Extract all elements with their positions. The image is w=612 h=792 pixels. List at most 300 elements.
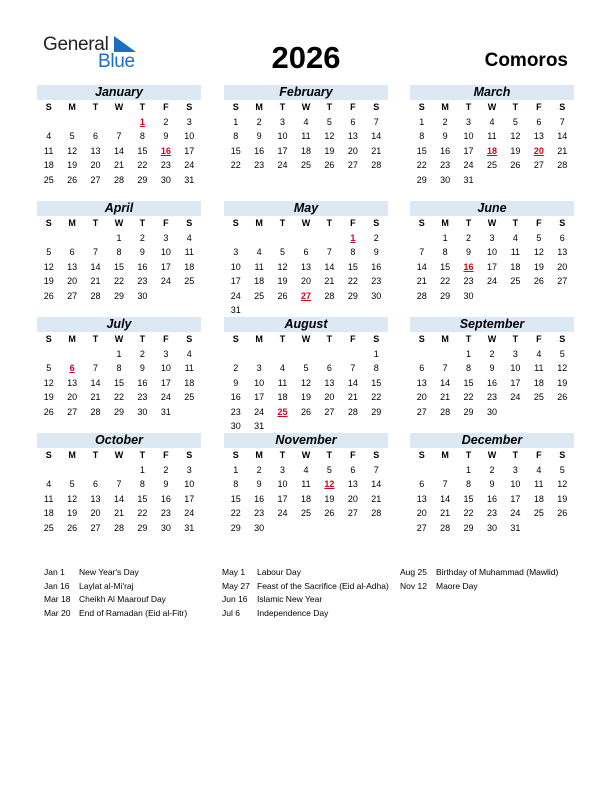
day-cell: 26 [67, 522, 78, 533]
weekday-header: S [45, 450, 52, 460]
weekday-header: F [536, 450, 542, 460]
day-cell: 3 [256, 363, 262, 373]
weekday-header: W [301, 102, 311, 112]
day-cell: 6 [536, 116, 542, 127]
day-cell: 21 [440, 508, 451, 518]
empty-day-cell [410, 231, 433, 246]
empty-day-cell [37, 231, 60, 246]
holiday-date: Jun 16 [222, 594, 248, 604]
day-cell: 9 [163, 131, 169, 141]
day-cell: 14 [113, 493, 124, 504]
day-cell: 14 [416, 261, 427, 272]
weekday-header: M [68, 102, 76, 112]
day-cell: 17 [184, 145, 195, 156]
weekday-header: M [255, 102, 263, 112]
day-cell: 26 [300, 406, 311, 417]
month-days-grid [37, 216, 201, 303]
day-cell: 9 [489, 479, 495, 489]
day-cell: 26 [277, 290, 288, 301]
day-cell: 19 [557, 377, 568, 388]
day-cell: 24 [184, 508, 195, 518]
day-cell: 20 [416, 392, 427, 402]
day-cell: 17 [486, 261, 497, 272]
day-cell: 11 [301, 479, 311, 489]
day-cell: 25 [300, 508, 311, 518]
weekday-header: M [441, 102, 449, 112]
weekday-header: F [350, 218, 356, 228]
day-cell: 30 [137, 290, 148, 301]
day-cell: 20 [300, 276, 311, 286]
day-cell: 9 [163, 479, 169, 489]
day-cell: 25 [300, 160, 311, 170]
day-cell: 15 [347, 261, 358, 272]
day-cell: 20 [90, 508, 101, 518]
month-days-grid [37, 100, 201, 187]
day-cell: 16 [486, 493, 497, 504]
day-cell: 29 [137, 174, 148, 185]
day-cell: 10 [254, 377, 265, 388]
month-days-grid [410, 332, 574, 419]
day-cell: 13 [347, 479, 358, 489]
month-november [224, 433, 388, 535]
day-cell: 25 [43, 522, 54, 533]
weekday-header: S [373, 218, 380, 228]
day-cell: 5 [46, 247, 52, 257]
weekday-header: F [163, 334, 169, 344]
day-cell: 30 [230, 421, 241, 431]
day-cell: 28 [90, 406, 101, 417]
day-cell: 9 [373, 247, 379, 257]
day-cell: 4 [46, 479, 52, 489]
day-cell: 1 [116, 348, 122, 359]
day-cell: 6 [303, 247, 309, 257]
day-cell: 1 [419, 116, 425, 127]
month-april [37, 201, 201, 303]
holiday-name: Islamic New Year [257, 594, 323, 604]
weekday-header: W [114, 450, 124, 460]
day-cell: 29 [347, 290, 358, 301]
day-cell: 19 [43, 392, 54, 402]
day-cell: 28 [347, 406, 358, 417]
day-cell: 27 [347, 508, 358, 518]
holiday-item [44, 566, 187, 580]
day-cell: 19 [43, 276, 54, 286]
day-cell: 25 [184, 392, 195, 402]
weekday-header: T [139, 218, 146, 228]
day-cell: 24 [510, 392, 521, 402]
day-cell: 12 [533, 247, 544, 257]
empty-day-cell [294, 347, 317, 362]
logo-flag-icon [112, 36, 136, 52]
holiday-date: Jan 16 [44, 580, 70, 591]
day-cell: 30 [160, 174, 171, 185]
day-cell: 9 [466, 247, 472, 257]
day-cell: 13 [416, 493, 427, 504]
day-cell: 15 [113, 377, 124, 388]
empty-day-cell [37, 115, 60, 130]
weekday-header: T [279, 450, 286, 460]
day-cell: 2 [442, 116, 448, 127]
day-cell: 10 [230, 261, 241, 272]
weekday-header: T [279, 102, 286, 112]
holiday-date: Aug 25 [400, 567, 427, 577]
day-cell: 29 [137, 522, 148, 533]
day-cell: 21 [347, 392, 358, 402]
day-cell: 17 [160, 261, 171, 272]
weekday-header: S [186, 102, 193, 112]
day-cell: 5 [559, 464, 565, 475]
day-cell: 15 [416, 145, 427, 156]
holiday-item [400, 566, 558, 580]
weekday-header: T [279, 334, 286, 344]
day-cell: 1 [233, 464, 239, 475]
weekday-header: T [326, 450, 333, 460]
weekday-header: T [92, 450, 99, 460]
day-cell: 19 [510, 145, 521, 156]
day-cell: 12 [67, 145, 78, 156]
weekday-header: S [45, 334, 52, 344]
weekday-header: M [68, 218, 76, 228]
day-cell: 4 [303, 464, 309, 475]
day-cell: 12 [43, 377, 54, 388]
weekday-header: F [350, 450, 356, 460]
day-cell: 19 [67, 160, 78, 170]
weekday-header: S [373, 450, 380, 460]
day-cell: 26 [510, 160, 521, 170]
day-cell: 31 [160, 406, 171, 417]
weekday-header: W [487, 102, 497, 112]
day-cell: 16 [160, 493, 171, 504]
weekday-header: F [536, 218, 542, 228]
day-cell: 14 [440, 377, 451, 388]
day-cell: 30 [137, 406, 148, 417]
day-cell: 2 [233, 363, 239, 373]
day-cell: 7 [373, 464, 379, 475]
weekday-header: S [186, 450, 193, 460]
day-cell: 18 [254, 276, 265, 286]
day-cell: 29 [416, 174, 427, 185]
weekday-header: W [114, 102, 124, 112]
weekday-header: S [418, 450, 425, 460]
month-march [410, 85, 574, 187]
country-name: Comoros [484, 50, 568, 71]
day-cell: 31 [463, 174, 474, 185]
day-cell: 23 [160, 160, 171, 170]
day-cell: 18 [184, 261, 195, 272]
day-cell: 22 [463, 392, 474, 402]
day-cell: 29 [440, 290, 451, 301]
day-cell: 8 [442, 247, 448, 257]
holiday-name: Labour Day [257, 567, 301, 577]
holiday-item [44, 607, 187, 621]
day-cell: 21 [371, 493, 382, 504]
day-cell: 5 [326, 116, 332, 127]
month-january [37, 85, 201, 187]
day-cell: 17 [160, 377, 171, 388]
day-cell: 30 [486, 522, 497, 533]
weekday-header: M [441, 218, 449, 228]
day-cell: 7 [373, 116, 379, 127]
month-days-grid [37, 448, 201, 535]
weekday-header: T [512, 450, 519, 460]
holiday-column [44, 566, 187, 620]
day-cell: 23 [137, 276, 148, 286]
day-cell: 17 [510, 493, 521, 504]
empty-day-cell [247, 231, 270, 246]
weekday-header: S [418, 102, 425, 112]
day-cell: 27 [416, 406, 427, 417]
holiday-date: Nov 12 [400, 580, 427, 591]
day-cell: 13 [557, 247, 568, 257]
holiday-item [222, 607, 389, 621]
day-cell: 24 [160, 392, 171, 402]
day-cell: 23 [486, 392, 497, 402]
day-cell: 16 [371, 261, 382, 272]
weekday-header: S [559, 450, 566, 460]
weekday-header: S [232, 450, 239, 460]
day-cell: 31 [254, 421, 265, 431]
day-cell: 7 [559, 116, 565, 127]
day-cell: 14 [113, 145, 124, 156]
day-cell: 31 [230, 305, 241, 315]
day-cell: 18 [510, 261, 521, 272]
day-cell: 12 [43, 261, 54, 272]
weekday-header: T [139, 102, 146, 112]
weekday-header: S [45, 218, 52, 228]
day-cell: 22 [230, 508, 241, 518]
month-may [224, 201, 388, 318]
day-cell: 21 [324, 276, 335, 286]
weekday-header: T [326, 334, 333, 344]
day-cell: 16 [230, 392, 241, 402]
day-cell: 11 [184, 363, 194, 373]
holiday-day-cell: 12 [324, 479, 335, 489]
day-cell: 20 [416, 508, 427, 518]
day-cell: 28 [90, 290, 101, 301]
day-cell: 21 [113, 508, 124, 518]
day-cell: 7 [116, 131, 122, 141]
day-cell: 13 [416, 377, 427, 388]
day-cell: 7 [442, 479, 448, 489]
day-cell: 8 [350, 247, 356, 257]
logo-blue-text: Blue [98, 51, 135, 72]
day-cell: 3 [280, 116, 286, 127]
page-header [0, 0, 612, 80]
day-cell: 12 [300, 377, 311, 388]
day-cell: 23 [463, 276, 474, 286]
day-cell: 11 [510, 247, 521, 257]
day-cell: 1 [466, 348, 472, 359]
day-cell: 24 [230, 290, 241, 301]
day-cell: 14 [324, 261, 335, 272]
day-cell: 27 [533, 160, 544, 170]
day-cell: 31 [184, 174, 195, 185]
empty-day-cell [410, 347, 433, 362]
month-october [37, 433, 201, 535]
day-cell: 14 [347, 377, 358, 388]
holiday-column [222, 566, 389, 620]
day-cell: 3 [512, 348, 518, 359]
day-cell: 7 [116, 479, 122, 489]
day-cell: 22 [440, 276, 451, 286]
day-cell: 8 [116, 247, 122, 257]
empty-day-cell [318, 231, 341, 246]
empty-day-cell [224, 347, 247, 362]
month-days-grid [410, 216, 574, 303]
day-cell: 13 [67, 261, 78, 272]
day-cell: 6 [350, 116, 356, 127]
day-cell: 22 [416, 160, 427, 170]
holiday-item [222, 580, 389, 594]
day-cell: 22 [371, 392, 382, 402]
holiday-name: Maore Day [436, 580, 478, 591]
weekday-header: M [255, 450, 263, 460]
month-title: June [410, 201, 574, 216]
day-cell: 20 [347, 145, 358, 156]
holiday-item [44, 580, 187, 594]
day-cell: 1 [466, 464, 472, 475]
empty-day-cell [107, 115, 130, 130]
month-title: February [224, 85, 388, 100]
holiday-name: Feast of the Sacrifice (Eid al-Adha) [257, 580, 389, 591]
day-cell: 13 [90, 493, 101, 504]
day-cell: 9 [139, 363, 145, 373]
day-cell: 4 [186, 348, 192, 359]
empty-day-cell [60, 231, 83, 246]
empty-day-cell [37, 347, 60, 362]
day-cell: 7 [93, 363, 99, 373]
day-cell: 4 [256, 247, 262, 257]
month-days-grid [224, 448, 388, 535]
holiday-date: Mar 18 [44, 594, 71, 604]
weekday-header: T [512, 218, 519, 228]
day-cell: 19 [557, 493, 568, 504]
day-cell: 28 [324, 290, 335, 301]
empty-day-cell [84, 231, 107, 246]
day-cell: 21 [371, 145, 382, 156]
weekday-header: W [114, 334, 124, 344]
weekday-header: T [465, 218, 472, 228]
weekday-header: T [512, 102, 519, 112]
day-cell: 21 [416, 276, 427, 286]
holiday-item [400, 580, 558, 594]
day-cell: 5 [46, 363, 52, 373]
day-cell: 12 [557, 363, 568, 373]
day-cell: 24 [184, 160, 195, 170]
day-cell: 22 [137, 508, 148, 518]
day-cell: 29 [230, 522, 241, 533]
day-cell: 26 [557, 392, 568, 402]
day-cell: 7 [350, 363, 356, 373]
empty-day-cell [60, 347, 83, 362]
day-cell: 15 [463, 377, 474, 388]
day-cell: 13 [90, 145, 101, 156]
day-cell: 9 [256, 131, 262, 141]
day-cell: 3 [512, 464, 518, 475]
day-cell: 21 [90, 276, 101, 286]
day-cell: 10 [160, 247, 171, 257]
day-cell: 30 [254, 522, 265, 533]
month-days-grid [224, 216, 388, 318]
day-cell: 24 [510, 508, 521, 518]
empty-day-cell [341, 347, 364, 362]
day-cell: 9 [139, 247, 145, 257]
day-cell: 17 [254, 392, 265, 402]
day-cell: 11 [254, 261, 264, 272]
weekday-header: S [186, 334, 193, 344]
day-cell: 16 [486, 377, 497, 388]
day-cell: 3 [163, 348, 169, 359]
day-cell: 7 [442, 363, 448, 373]
day-cell: 9 [442, 131, 448, 141]
weekday-header: T [92, 218, 99, 228]
day-cell: 25 [533, 508, 544, 518]
weekday-header: T [465, 334, 472, 344]
day-cell: 28 [113, 522, 124, 533]
day-cell: 8 [116, 363, 122, 373]
day-cell: 19 [300, 392, 311, 402]
empty-day-cell [37, 463, 60, 478]
day-cell: 10 [463, 131, 474, 141]
day-cell: 26 [67, 174, 78, 185]
month-title: April [37, 201, 201, 216]
empty-day-cell [247, 347, 270, 362]
day-cell: 5 [69, 479, 75, 489]
weekday-header: S [232, 102, 239, 112]
day-cell: 22 [113, 392, 124, 402]
month-title: May [224, 201, 388, 216]
day-cell: 29 [463, 522, 474, 533]
month-title: August [224, 317, 388, 332]
day-cell: 3 [466, 116, 472, 127]
day-cell: 20 [557, 261, 568, 272]
day-cell: 14 [440, 493, 451, 504]
day-cell: 2 [163, 116, 169, 127]
empty-day-cell [107, 463, 130, 478]
day-cell: 21 [113, 160, 124, 170]
day-cell: 1 [442, 232, 448, 243]
day-cell: 14 [371, 131, 382, 141]
day-cell: 5 [559, 348, 565, 359]
weekday-header: M [255, 334, 263, 344]
day-cell: 15 [463, 493, 474, 504]
day-cell: 17 [510, 377, 521, 388]
weekday-header: W [301, 450, 311, 460]
day-cell: 24 [277, 160, 288, 170]
holiday-day-cell: 20 [533, 145, 544, 156]
empty-day-cell [60, 463, 83, 478]
weekday-header: T [279, 218, 286, 228]
weekday-header: W [301, 334, 311, 344]
day-cell: 21 [90, 392, 101, 402]
day-cell: 14 [90, 377, 101, 388]
day-cell: 11 [44, 145, 54, 156]
day-cell: 2 [489, 348, 495, 359]
month-title: September [410, 317, 574, 332]
holiday-name: Laylat al-Mi'raj [79, 580, 134, 591]
day-cell: 4 [489, 116, 495, 127]
holiday-date: May 27 [222, 580, 250, 591]
empty-day-cell [271, 231, 294, 246]
day-cell: 1 [139, 464, 145, 475]
day-cell: 27 [90, 522, 101, 533]
day-cell: 16 [254, 145, 265, 156]
weekday-header: W [114, 218, 124, 228]
weekday-header: F [163, 102, 169, 112]
day-cell: 21 [557, 145, 568, 156]
day-cell: 24 [160, 276, 171, 286]
day-cell: 12 [67, 493, 78, 504]
